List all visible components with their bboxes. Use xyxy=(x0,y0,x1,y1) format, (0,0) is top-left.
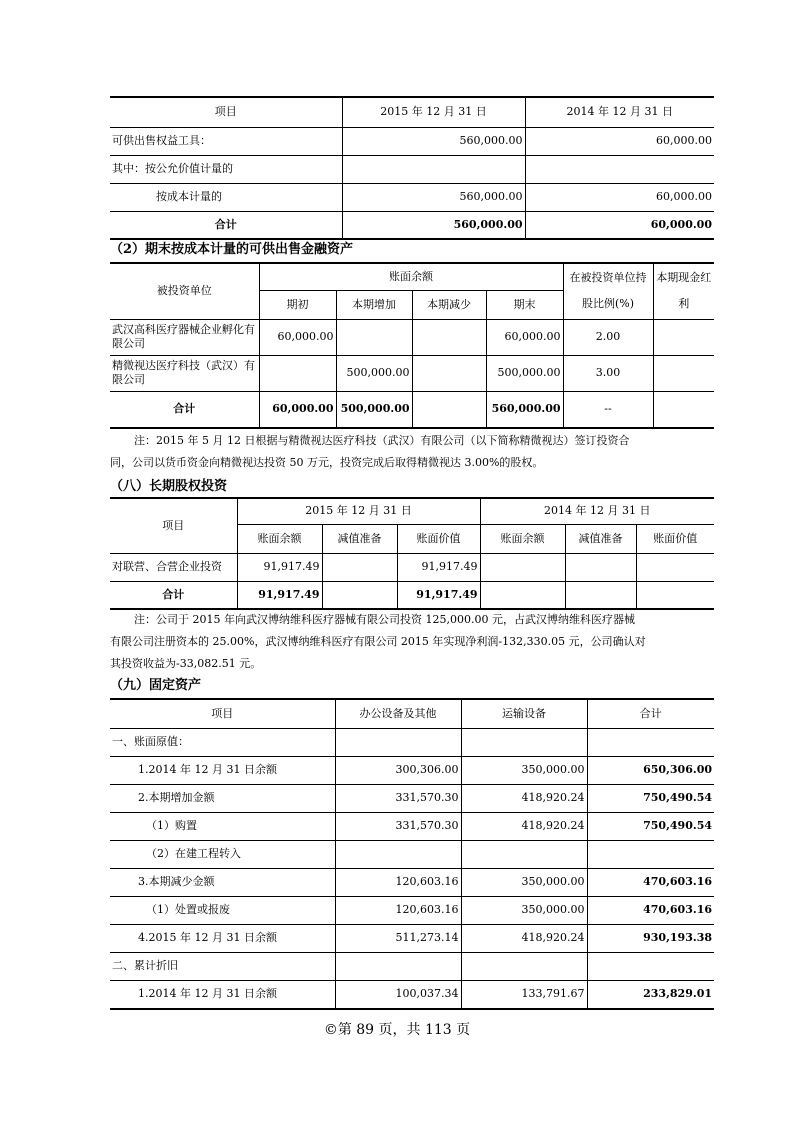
table-row: 4.2015 年 12 月 31 日余额 511,273.14 418,920.24 930,193.38 xyxy=(110,924,714,952)
header-item: 项目 xyxy=(110,97,342,127)
header-2015: 2015 年 12 月 31 日 xyxy=(342,97,525,127)
header-decrease: 本期减少 xyxy=(412,290,486,319)
table-row: （1）购置 331,570.30 418,920.24 750,490.54 xyxy=(110,812,714,840)
table-row: 武汉高科医疗器械企业孵化有限公司 60,000.00 60,000.00 2.00 xyxy=(110,319,714,355)
header-holding-ratio: 在被投资单位持股比例(%) xyxy=(563,263,653,319)
total-row: 合计 560,000.00 60,000.00 xyxy=(110,211,714,239)
section-title-2: （2）期末按成本计量的可供出售金融资产 xyxy=(110,242,354,257)
header-opening: 期初 xyxy=(259,290,336,319)
table-row: 一、账面原值： xyxy=(110,728,714,756)
section-title-8: （八）长期股权投资 xyxy=(110,479,228,494)
table-row: 3.本期减少金额 120,603.16 350,000.00 470,603.16 xyxy=(110,868,714,896)
table-row: 精微视达医疗科技（武汉）有限公司 500,000.00 500,000.00 3.00 xyxy=(110,355,714,391)
header-book-balance: 账面余额 xyxy=(259,263,563,290)
table-row: 对联营、合营企业投资 91,917.49 91,917.49 xyxy=(110,553,714,581)
table-row: 二、累计折旧 xyxy=(110,952,714,980)
table-row: （2）在建工程转入 xyxy=(110,840,714,868)
total-row: 合计 91,917.49 91,917.49 xyxy=(110,581,714,609)
table-row: 可供出售权益工具： 560,000.00 60,000.00 xyxy=(110,127,714,155)
total-row: 合计 60,000.00 500,000.00 560,000.00 -- xyxy=(110,391,714,428)
long-term-equity-table: 项目 2015 年 12 月 31 日 2014 年 12 月 31 日 账面余额 减值准备 账面价值 账面余额 减值准备 账面价值 对联营、合营企业投资 91,917.49 91,917.49 合计 91,917.49 91,917.49 xyxy=(110,497,714,610)
table-row: （1）处置或报废 120,603.16 350,000.00 470,603.16 xyxy=(110,896,714,924)
header-increase: 本期增加 xyxy=(336,290,412,319)
header-2015: 2015 年 12 月 31 日 xyxy=(237,498,480,524)
table-row: 1.2014 年 12 月 31 日余额 300,306.00 350,000.00 650,306.00 xyxy=(110,756,714,784)
table-row: 1.2014 年 12 月 31 日余额 100,037.34 133,791.67 233,829.01 xyxy=(110,980,714,1009)
table-row: 2.本期增加金额 331,570.30 418,920.24 750,490.54 xyxy=(110,784,714,812)
header-2014: 2014 年 12 月 31 日 xyxy=(525,97,714,127)
note-equity: 注：公司于 2015 年向武汉博纳维科医疗器械有限公司投资 125,000.00 元，占武汉博纳维科医疗器械 有限公司注册资本的 25.00%，武汉博纳维科医疗有限公司 2015 年实现净利润-132,330.05 元，公司确认对 其投资收益为-33,082.51 元。 xyxy=(110,613,646,670)
header-closing: 期末 xyxy=(486,290,563,319)
header-2014: 2014 年 12 月 31 日 xyxy=(480,498,714,524)
available-for-sale-table xyxy=(110,96,714,240)
header-item: 项目 xyxy=(110,498,237,553)
header-investee: 被投资单位 xyxy=(110,263,259,319)
fixed-assets-table: 项目 办公设备及其他 运输设备 合计 一、账面原值： 1.2014 年 12 月 31 日余额 300,306.00 350,000.00 650,306.00 2.本期增加金额 331,570.30 418,920.24 750,490.54 （1）购置 331,570.30 418,920.24 750,490.54 （2）在建工程转入 3.本期减少金额 120,603.16 350,000.00 470,603.16 （1）处置或报废 120,603.16 350,000.00 470,603.16 4.2015 年 12 月 31 日余额 511,273.14 418,920.24 930,193.38 二、累计折旧 1.2014 年 12 月 31 日余额 100,037.34 133,791.67 233,829.01 xyxy=(110,698,714,1010)
page-footer: ©第 89 页，共 113 页 xyxy=(323,1022,471,1038)
cost-measured-afs-table xyxy=(110,262,714,429)
note-afs: 注：2015 年 5 月 12 日根据与精微视达医疗科技（武汉）有限公司（以下简称精微视达）签订投资合 同，公司以货币资金向精微视达投资 50 万元，投资完成后取得精微视达 3.00%的股权。 xyxy=(110,434,630,469)
header-cash-dividend: 本期现金红利 xyxy=(653,263,714,319)
section-title-9: （九）固定资产 xyxy=(110,678,202,693)
table-row: 按成本计量的 560,000.00 60,000.00 xyxy=(110,183,714,211)
table-row: 其中：按公允价值计量的 xyxy=(110,155,714,183)
